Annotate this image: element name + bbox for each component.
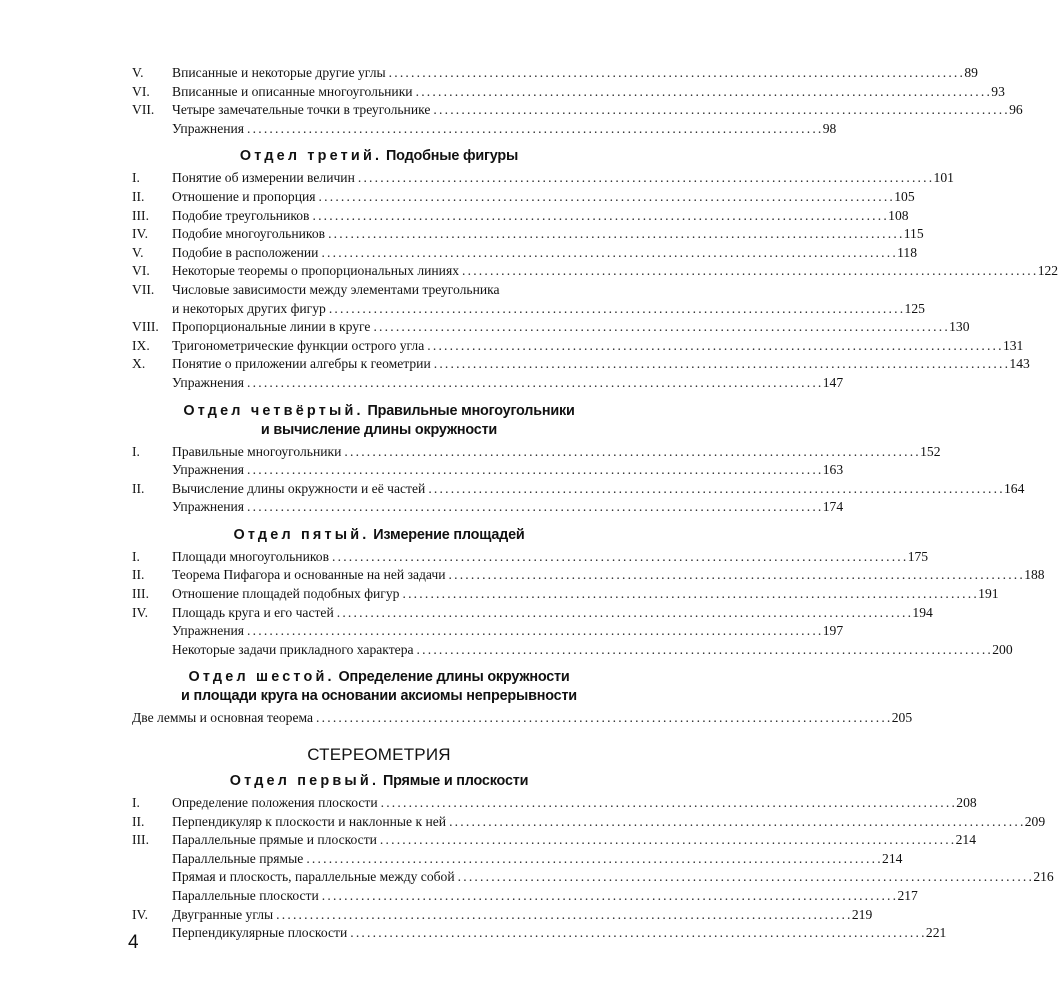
entry-number: VII. <box>132 281 155 297</box>
entry-title: Некоторые теоремы о пропорциональных линиях <box>172 263 459 279</box>
entry-title: Некоторые задачи прикладного характера <box>172 641 414 657</box>
entry-title: Подобие треугольников <box>172 207 310 223</box>
entry-page: 200 <box>992 641 1013 657</box>
toc-entry <box>132 906 873 925</box>
toc-entry <box>132 924 947 943</box>
entry-page: 96 <box>1009 102 1023 118</box>
section-title: Определение длины окружности <box>338 669 570 686</box>
toc-entry <box>132 794 977 813</box>
entry-number: III. <box>132 207 149 223</box>
toc-entry <box>132 355 1030 374</box>
entry-page: 205 <box>891 710 913 726</box>
entry-title: Вписанные и описанные многоугольники <box>172 83 413 99</box>
entry-page: 163 <box>822 462 844 478</box>
entry-title: Вычисление длины окружности и её частей <box>172 480 426 496</box>
leader-dots <box>337 604 911 623</box>
entry-page: 174 <box>822 499 844 515</box>
leader-dots <box>344 443 918 462</box>
entry-title: Подобие в расположении <box>172 244 319 260</box>
leader-dots <box>433 101 1007 120</box>
toc-entry <box>132 120 837 139</box>
section-label: Отдел четвёртый. <box>183 402 364 419</box>
entry-number: VII. <box>132 102 155 118</box>
leader-dots <box>381 794 955 813</box>
entry-number: I. <box>132 170 140 186</box>
toc-entry <box>132 83 1005 102</box>
leader-dots <box>316 709 890 728</box>
toc-block-plane-2 <box>132 64 1023 138</box>
entry-page: 131 <box>1002 337 1024 353</box>
toc-entry <box>132 262 1058 281</box>
entry-title: Понятие об измерении величин <box>172 170 355 186</box>
toc-entry <box>132 225 924 244</box>
entry-page: 101 <box>933 170 954 186</box>
toc-entry <box>132 813 1046 832</box>
leader-dots <box>312 207 886 226</box>
entry-page: 130 <box>949 319 970 335</box>
entry-page: 191 <box>978 586 999 602</box>
entry-title: Перпендикулярные плоскости <box>172 925 348 941</box>
leader-dots <box>402 585 976 604</box>
leader-dots <box>247 498 821 517</box>
entry-title: Упражнения <box>172 462 245 478</box>
entry-title: Прямая и плоскость, параллельные между собой <box>172 869 455 885</box>
entry-number: IV. <box>132 226 148 242</box>
entry-page: 217 <box>897 888 918 903</box>
entry-page: 118 <box>897 244 918 260</box>
entry-title: Параллельные прямые <box>172 850 304 866</box>
entry-page: 175 <box>907 548 929 564</box>
leader-dots <box>247 461 821 480</box>
section-label: Отдел пятый. <box>233 526 370 543</box>
entry-title: Отношение площадей подобных фигур <box>172 586 400 602</box>
entry-page: 125 <box>904 300 925 316</box>
leader-dots <box>247 622 821 641</box>
entry-title: Четыре замечательные точки в треугольнике <box>172 102 431 118</box>
entry-page: 219 <box>851 906 873 922</box>
leader-dots <box>276 906 850 925</box>
leader-dots <box>416 83 990 102</box>
toc-block-part5 <box>132 548 1045 660</box>
entry-number: V. <box>132 65 144 80</box>
entry-page: 197 <box>822 623 844 639</box>
toc-entry <box>132 480 1025 499</box>
toc-entry <box>132 641 1013 660</box>
toc-entry <box>132 831 976 850</box>
toc-entry <box>132 498 844 517</box>
entry-number: III. <box>132 586 149 602</box>
entry-page: 147 <box>822 374 844 390</box>
entry-number: I. <box>132 443 140 459</box>
entry-number: VIII. <box>132 319 159 335</box>
section-title: Правильные многоугольники <box>367 402 575 419</box>
section-label: Отдел третий. <box>239 148 383 165</box>
leader-dots <box>427 337 1001 356</box>
entry-page: 214 <box>882 850 903 866</box>
section-title: Прямые и плоскости <box>382 773 529 790</box>
table-of-contents <box>132 64 1058 943</box>
entry-number: IV. <box>132 906 148 922</box>
leader-dots <box>358 169 932 188</box>
entry-page: 89 <box>964 65 978 80</box>
entry-title: Две леммы и основная теорема <box>132 710 314 726</box>
leader-dots <box>306 850 880 869</box>
toc-entry <box>132 337 1024 356</box>
entry-title: Перпендикуляр к плоскости и наклонные к ней <box>172 813 447 829</box>
entry-page: 93 <box>991 83 1005 99</box>
leader-dots <box>350 924 924 943</box>
entry-page: 152 <box>920 443 941 459</box>
toc-entry <box>132 318 970 337</box>
section-heading-part4 <box>132 402 626 440</box>
entry-title: Площади многоугольников <box>172 548 329 564</box>
page-number: 4 <box>128 932 139 953</box>
entry-page: 108 <box>888 207 909 223</box>
section-title: Измерение площадей <box>373 526 525 543</box>
toc-entry <box>132 244 918 263</box>
toc-entry-continuation <box>132 300 925 319</box>
entry-page: 105 <box>894 188 915 204</box>
entry-number: III. <box>132 832 149 848</box>
section-heading-part3 <box>132 147 626 166</box>
entry-title: Числовые зависимости между элементами треугольника <box>172 281 500 297</box>
section-label: Отдел первый. <box>229 773 380 790</box>
entry-number: II. <box>132 567 145 583</box>
section-heading-part5 <box>132 526 626 545</box>
leader-dots <box>328 225 902 244</box>
entry-page: 143 <box>1009 356 1030 372</box>
entry-title: Упражнения <box>172 623 245 639</box>
leader-dots <box>449 566 1023 585</box>
toc-entry <box>132 169 954 188</box>
entry-title: Упражнения <box>172 499 245 515</box>
toc-block-part3 <box>132 169 1058 392</box>
toc-entry <box>132 461 844 480</box>
toc-block-stereo-part1 <box>132 794 1054 943</box>
section-title: Подобные фигуры <box>386 148 519 165</box>
entry-page: 115 <box>903 226 924 242</box>
leader-dots <box>449 813 1023 832</box>
part-title-stereometry: СТЕРЕОМЕТРИЯ <box>307 745 451 765</box>
toc-entry <box>132 207 909 226</box>
leader-dots <box>428 480 1002 499</box>
toc-entry <box>132 566 1045 585</box>
entry-number: X. <box>132 356 146 372</box>
toc-entry <box>132 850 903 869</box>
leader-dots <box>322 887 896 906</box>
leader-dots <box>321 244 895 263</box>
leader-dots <box>247 374 821 393</box>
entry-title: Пропорциональные линии в круге <box>172 319 371 335</box>
toc-entry <box>132 188 915 207</box>
entry-number: IV. <box>132 604 148 620</box>
entry-title: Правильные многоугольники <box>172 443 342 459</box>
entry-page: 164 <box>1004 480 1025 496</box>
entry-page: 208 <box>956 795 977 811</box>
entry-title-line2: и некоторых других фигур <box>172 300 326 316</box>
entry-title: Двугранные углы <box>172 906 274 922</box>
toc-entry <box>132 868 1054 887</box>
section-label: Отдел шестой. <box>188 669 335 686</box>
entry-title: Параллельные прямые и плоскости <box>172 832 377 848</box>
section-heading-stereo-part1 <box>132 772 626 791</box>
toc-entry <box>132 604 933 623</box>
entry-page: 214 <box>955 832 976 848</box>
leader-dots <box>332 548 906 567</box>
leader-dots <box>329 300 903 319</box>
toc-entry <box>132 585 999 604</box>
entry-number: VI. <box>132 263 150 279</box>
entry-number: I. <box>132 795 140 811</box>
entry-title: Подобие многоугольников <box>172 226 326 242</box>
entry-number: II. <box>132 813 145 829</box>
entry-title: Теорема Пифагора и основанные на ней задачи <box>172 567 446 583</box>
entry-number: IX. <box>132 337 150 353</box>
entry-page: 221 <box>925 925 947 941</box>
entry-number: I. <box>132 548 140 564</box>
section-heading-part6 <box>132 668 626 706</box>
entry-title: Параллельные плоскости <box>172 888 319 903</box>
leader-dots <box>380 831 954 850</box>
entry-title: Вписанные и некоторые другие углы <box>172 65 386 80</box>
toc-entry <box>132 443 941 462</box>
entry-page: 98 <box>822 120 837 136</box>
entry-page: 194 <box>912 604 933 620</box>
entry-number: VI. <box>132 83 150 99</box>
entry-title: Площадь круга и его частей <box>172 604 334 620</box>
leader-dots <box>373 318 947 337</box>
entry-title: Тригонометрические функции острого угла <box>172 337 425 353</box>
toc-block-part4 <box>132 443 1025 517</box>
toc-block-part6 <box>132 709 913 728</box>
entry-number: V. <box>132 244 144 260</box>
entry-page: 216 <box>1033 869 1054 885</box>
leader-dots <box>319 188 893 207</box>
entry-title: Упражнения <box>172 374 245 390</box>
leader-dots <box>462 262 1036 281</box>
section-title-line2: и площади круга на основании аксиомы непрерывности <box>181 688 577 705</box>
leader-dots <box>417 641 991 660</box>
section-title-line2: и вычисление длины окружности <box>260 421 498 438</box>
entry-number: II. <box>132 480 145 496</box>
entry-title: Упражнения <box>172 120 245 136</box>
toc-entry <box>132 548 929 567</box>
leader-dots <box>247 120 821 139</box>
toc-entry <box>132 622 844 641</box>
toc-entry <box>132 887 918 906</box>
entry-title: Отношение и пропорция <box>172 188 316 204</box>
entry-page: 188 <box>1024 567 1045 583</box>
leader-dots <box>434 355 1008 374</box>
toc-entry <box>132 374 844 393</box>
entry-title: Понятие о приложении алгебры к геометрии <box>172 356 431 372</box>
entry-title: Определение положения плоскости <box>172 795 378 811</box>
entry-page: 122 <box>1037 263 1058 279</box>
entry-number: II. <box>132 188 145 204</box>
toc-entry <box>132 709 913 728</box>
leader-dots <box>458 868 1032 887</box>
toc-entry <box>132 281 626 300</box>
leader-dots <box>389 64 963 83</box>
toc-entry <box>132 64 978 83</box>
entry-page: 209 <box>1024 813 1046 829</box>
toc-entry <box>132 101 1023 120</box>
